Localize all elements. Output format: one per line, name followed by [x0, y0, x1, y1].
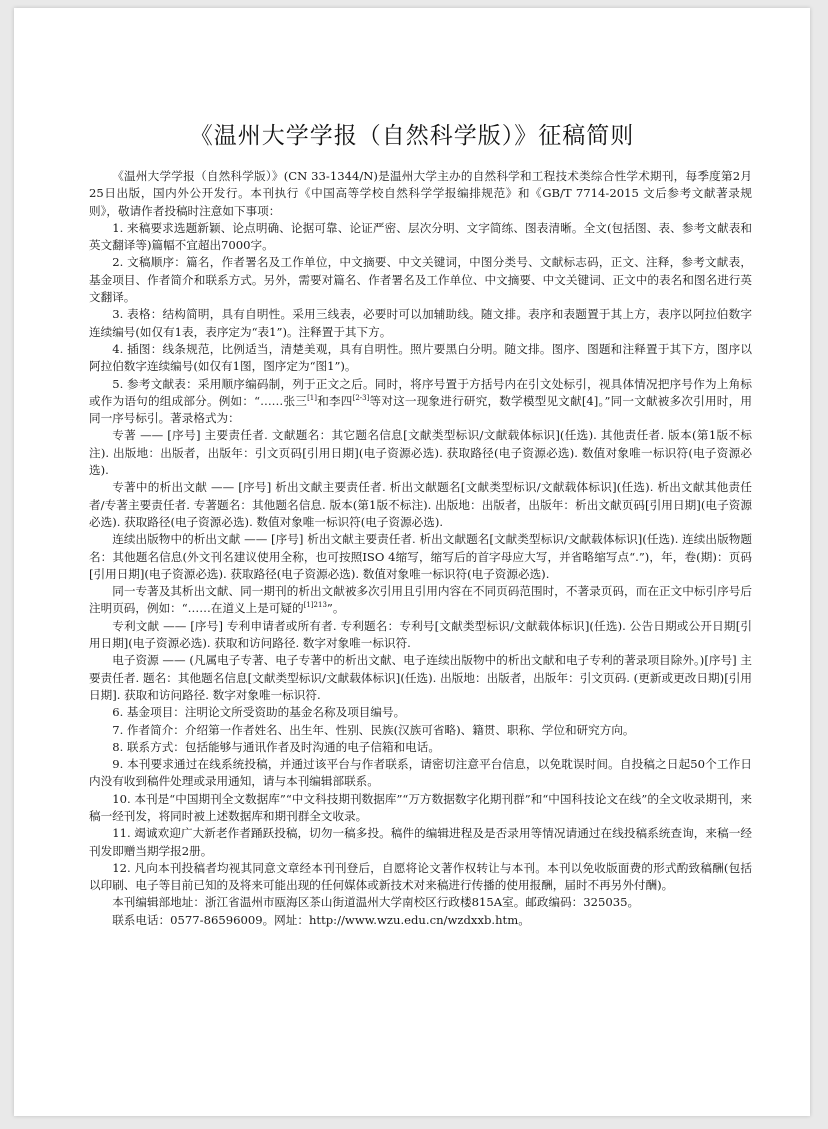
contact-info: 联系电话：0577-86596009。网址：http://www.wzu.edu.cn/wzdxxb.htm。 [112, 912, 530, 927]
citation-superscript: [1]213 [303, 601, 327, 610]
rule-3-paragraph: 3. 表格：结构简明，具有自明性。采用三线表，必要时可以加辅助线。随文排。表序和表题置于其上方，表序以阿拉伯数字连续编号(如仅有1表，表序定为“表1”)。注释置于其下方。 [89, 307, 752, 339]
rule-5-text-a: 5. 参考文献表：采用顺序编码制，列于正文之后。同时，将序号置于方括号内在引文处标引，视具体情况把序号作为上角标或作为语句的组成部分。例如：“……张三 [89, 376, 752, 408]
rule-2-paragraph: 2. 文稿顺序：篇名，作者署名及工作单位，中文摘要、中文关键词，中图分类号、文献标志码，正文、注释，参考文献表，基金项目、作者简介和联系方式。另外，需要对篇名、作者署名及工作单位、中文摘要、中文关键词、正文中的表名和图名进行英文翻译。 [89, 255, 752, 305]
rule-1-paragraph: 1. 来稿要求选题新颖、论点明确、论据可靠、论证严密、层次分明、文字简练、图表清晰。全文(包括图、表、参考文献表和英文翻译等)篇幅不宜超出7000字。 [89, 220, 752, 253]
rule-6-paragraph: 6. 基金项目：注明论文所受资助的基金名称及项目编号。 [112, 705, 406, 720]
rule-4-paragraph: 4. 插图：线条规范，比例适当，清楚美观，具有自明性。照片要黑白分明。随文排。图序、图题和注释置于其下方，图序以阿拉伯数字连续编号(如仅有1图，图序定为“图1”)。 [89, 341, 752, 374]
format-patent: 专利文献 —— [序号] 专利申请者或所有者. 专利题名：专利号[文献类型标识/文献载体标识](任选). 公告日期或公开日期[引用日期](电子资源必选). 获取和访问路径. 数字对象唯一标识符. [89, 618, 752, 651]
document-body [89, 168, 752, 929]
rule-9-paragraph: 9. 本刊要求通过在线系统投稿，并通过该平台与作者联系，请密切注意平台信息，以免耽误时间。自投稿之日起50个工作日内没有收到稿件处理或录用通知，请与本刊编辑部联系。 [89, 757, 752, 789]
rule-5-text-c: 等对这一现象进行研究，数学模型见文献[4]。”同一文献被多次引用时，用同一序号标引。著录格式为： [89, 393, 752, 426]
rule-8-paragraph: 8. 联系方式：包括能够与通讯作者及时沟通的电子信箱和电话。 [112, 739, 440, 754]
citation-superscript: [2-3] [352, 394, 370, 402]
repeated-citation-text-a: 同一专著及其析出文献、同一期刊的析出文献被多次引用且引用内容在不同页码范围时，不著录页码，而在正文中标引序号后注明页码，例如：“……在道义上是可疑的 [89, 584, 752, 616]
rule-11-paragraph: 11. 竭诚欢迎广大新老作者踊跃投稿，切勿一稿多投。稿件的编辑进程及是否录用等情况请通过在线投稿系统查询，来稿一经刊发即赠当期学报2册。 [89, 826, 752, 858]
rule-5-paragraph [89, 376, 752, 428]
repeated-citation-paragraph [89, 583, 752, 618]
repeated-citation-text-b: ”。 [326, 601, 345, 616]
format-monograph: 专著 —— [序号] 主要责任者. 文献题名：其它题名信息[文献类型标识/文献载体标识](任选). 其他责任者. 版本(第1版不标注). 出版地：出版者，出版年：引文页码[引用日期](电子资源必选). 获取路径(电子资源必选). 数值对象唯一标识符(电子资源必选). [89, 428, 752, 478]
format-electronic: 电子资源 —— (凡属电子专著、电子专著中的析出文献、电子连续出版物中的析出文献和电子专利的著录项目除外。)[序号] 主要责任者. 题名：其他题名信息[文献类型标识/文献载体标识](任选). 出版地：出版者，出版年：引文页码. (更新或更改日期)[引用日期]. 获取和访问路径. 数字对象唯一标识符. [89, 653, 752, 702]
format-serial-part: 连续出版物中的析出文献 —— [序号] 析出文献主要责任者. 析出文献题名[文献类型标识/文献载体标识](任选). 连续出版物题名：其他题名信息(外文刊名建议使用全称，也可按照ISO 4缩写，缩写后的首字母应大写，并省略缩写点“.”)，年，卷(期)：页码[引用日期](电子资源必选). 获取路径(电子资源必选). 数值对象唯一标识符(电子资源必选). [89, 532, 752, 581]
page-title: 《温州大学学报（自然科学版）》征稿简则 [189, 123, 635, 149]
rule-5-text-b: 和李四 [317, 393, 353, 408]
citation-superscript: [1] [307, 394, 317, 402]
intro-paragraph: 《温州大学学报（自然科学版）》(CN 33-1344/N)是温州大学主办的自然科学和工程技术类综合性学术期刊，每季度第2月25日出版，国内外公开发行。本刊执行《中国高等学校自然科学学报编排规范》和《GB/T 7714-2015 文后参考文献著录规则》，敬请作者投稿时注意如下事项： [89, 169, 752, 218]
document-page [14, 8, 810, 1116]
editorial-address: 本刊编辑部地址：浙江省温州市瓯海区茶山街道温州大学南校区行政楼815A室。邮政编码：325035。 [112, 895, 640, 910]
rule-7-paragraph: 7. 作者简介：介绍第一作者姓名、出生年、性别、民族(汉族可省略)、籍贯、职称、学位和研究方向。 [112, 722, 635, 737]
rule-10-paragraph: 10. 本刊是“中国期刊全文数据库”“中文科技期刊数据库”“万方数据数字化期刊群”和“中国科技论文在线”的全文收录期刊，来稿一经刊发，将同时被上述数据库和期刊群全文收录。 [89, 791, 752, 823]
rule-12-paragraph: 12. 凡向本刊投稿者均视其同意文章经本刊刊登后，自愿将论文著作权转让与本刊。本刊以免收版面费的形式酌致稿酬(包括以印刷、电子等目前已知的及将来可能出现的任何媒体或新技术对来稿进行传播的使用报酬，届时不再另外付酬)。 [89, 860, 752, 893]
format-monograph-part: 专著中的析出文献 —— [序号] 析出文献主要责任者. 析出文献题名[文献类型标识/文献载体标识](任选). 析出文献其他责任者/专著主要责任者. 专著题名：其他题名信息. 版本(第1版不标注). 出版地：出版者，出版年：析出文献页码[引用日期](电子资源必选). 获取路径(电子资源必选). 数值对象唯一标识符(电子资源必选). [89, 480, 752, 529]
